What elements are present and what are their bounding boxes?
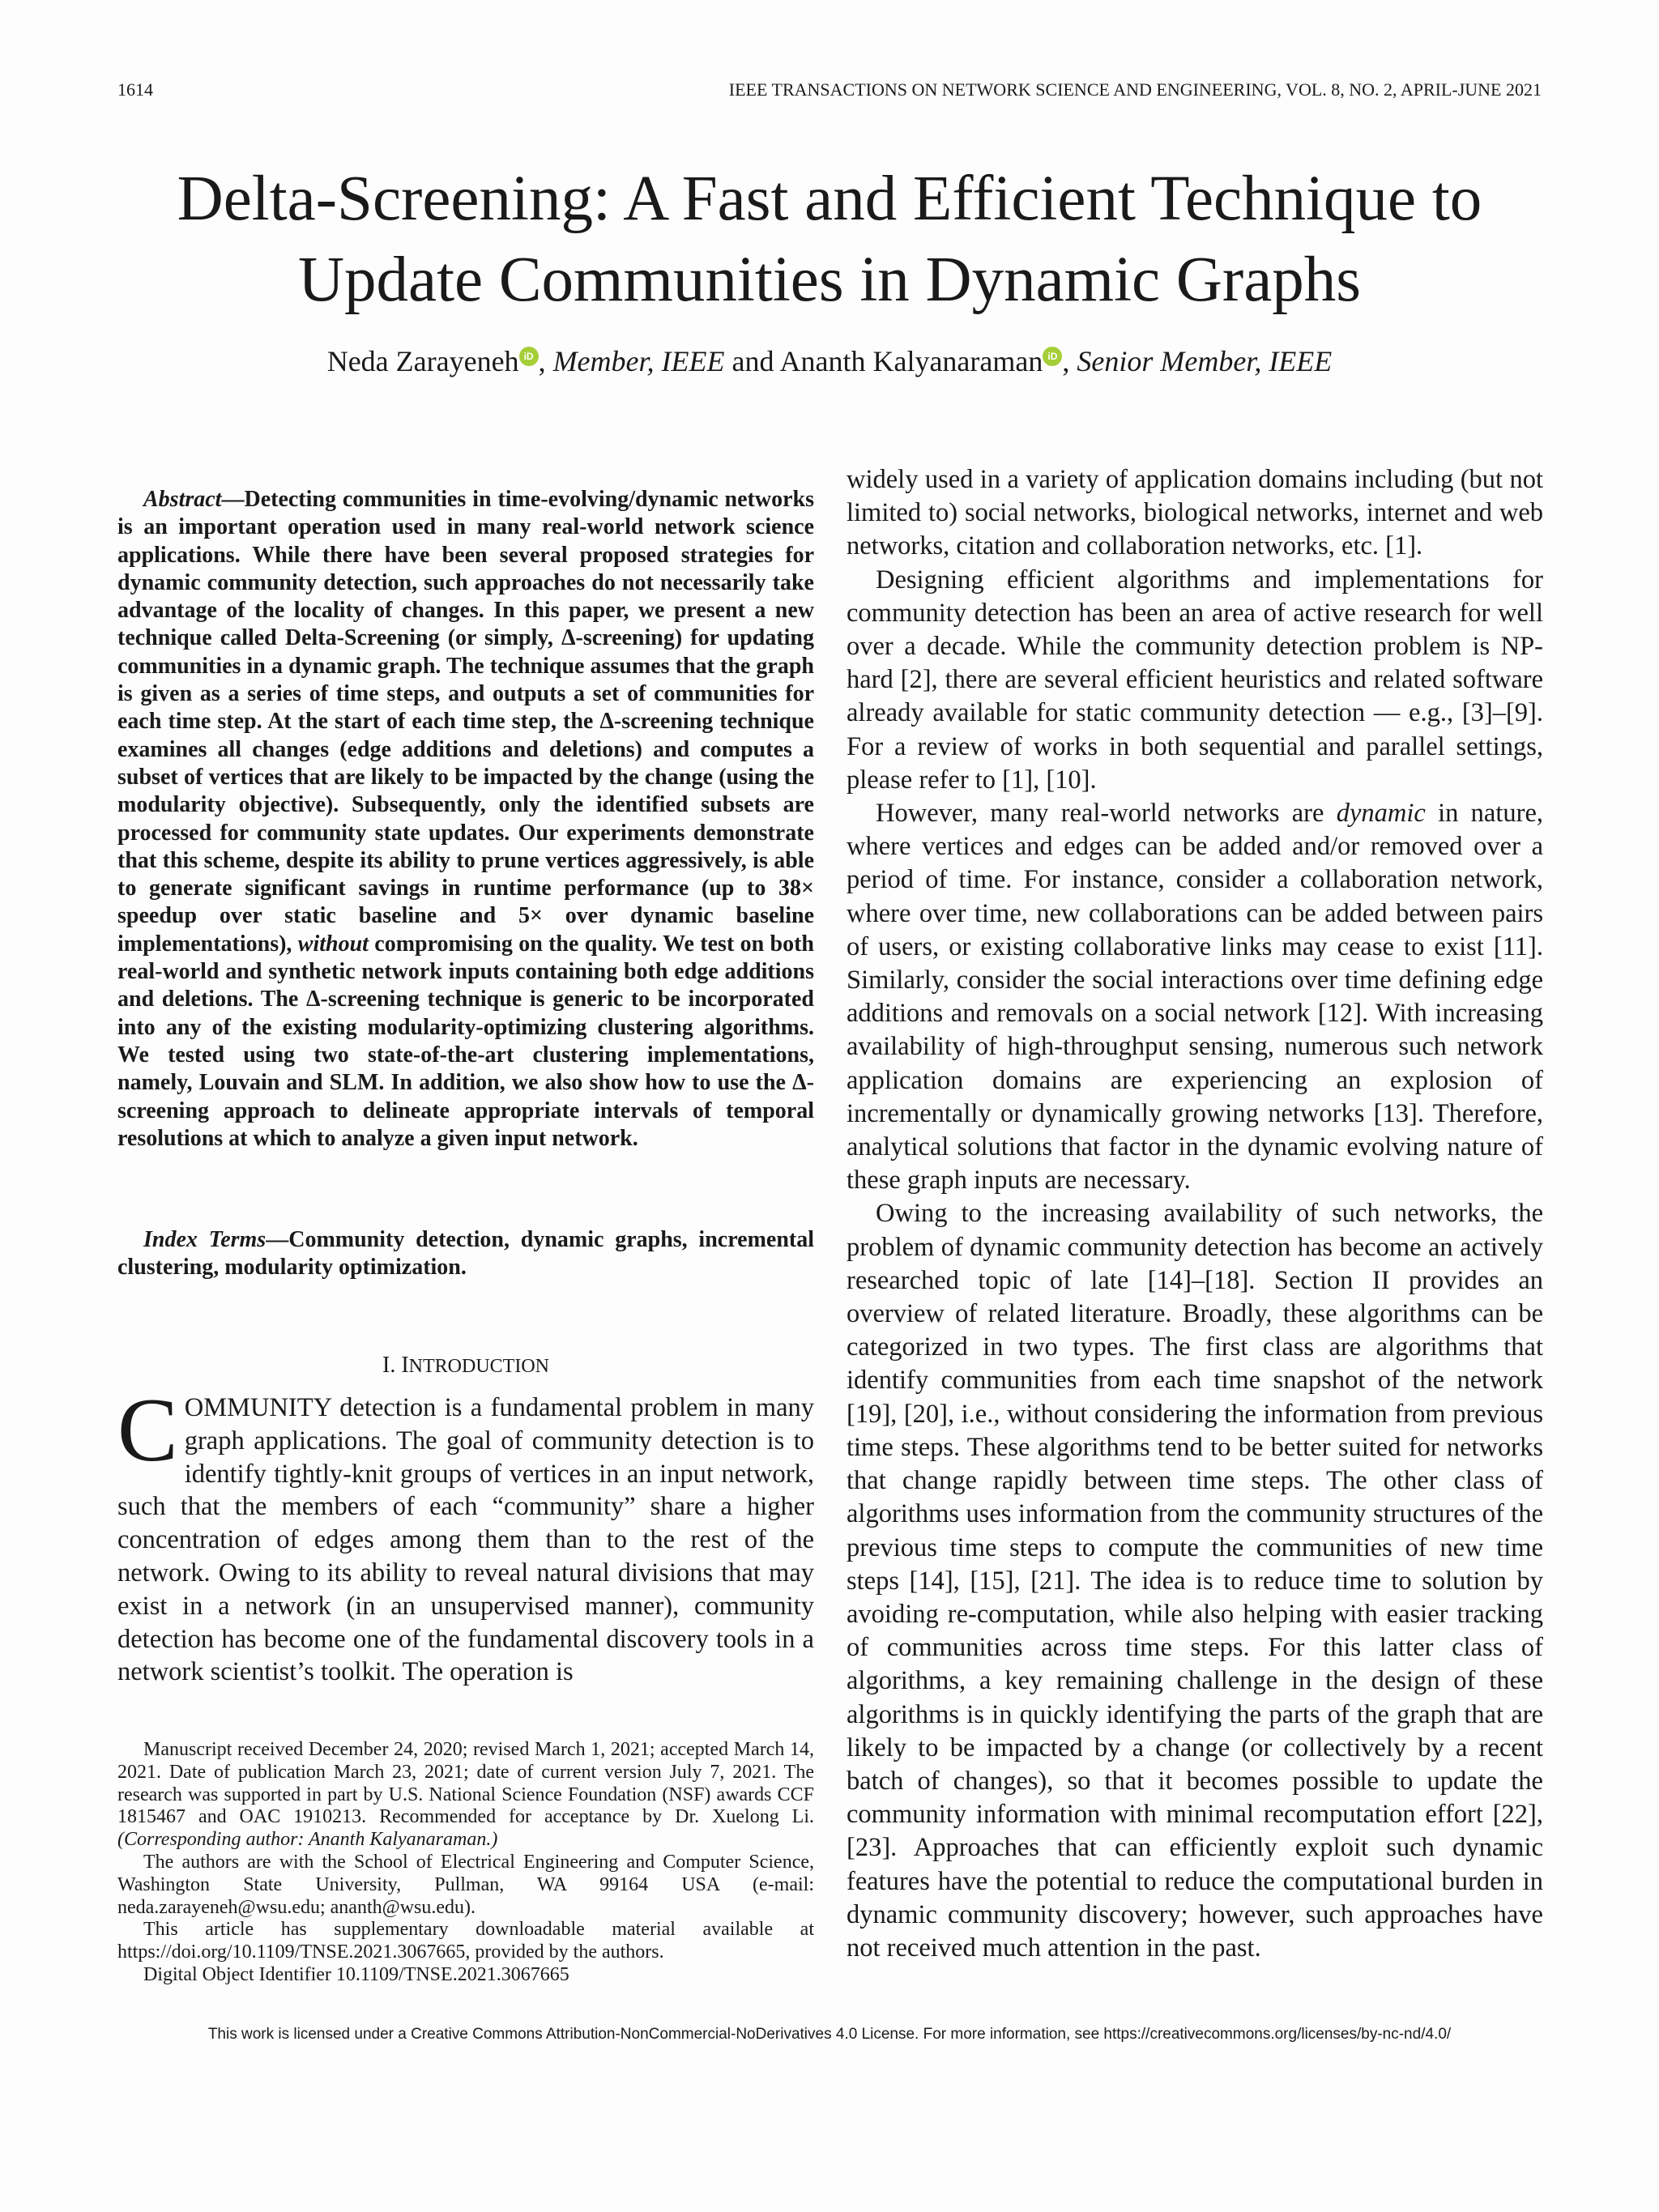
section-heading <box>117 1353 814 1379</box>
footnotes <box>117 1739 814 1987</box>
paper-title <box>81 159 1578 321</box>
right-paragraph-1: widely used in a variety of application domains including (but not limited to) social networks, biological networks, internet and web networks, citation and collaboration networks, etc. [1]. <box>847 465 1543 561</box>
intro-text: detection is a fundamental problem in many graph applications. The goal of community detection is to identify tightly-knit groups of vertices in an input network, such that the members of each “community” share a higher concentration of edges among them than to the rest of the network. Owing to its ability to reveal natural divisions that may exist in a network (in an unsupervised manner), community detection has become one of the fundamental discovery tools in a network scientist’s toolkit. The operation is <box>117 1393 814 1687</box>
footnote-affiliation: The authors are with the School of Electrical Engineering and Computer Science, Washington State University, Pullman, WA 99164 USA (e-mail: neda.zarayeneh@wsu.edu; ananth@wsu.edu). <box>117 1851 814 1918</box>
footnote-doi: Digital Object Identifier 10.1109/TNSE.2021.3067665 <box>143 1963 569 1985</box>
journal-header: IEEE TRANSACTIONS ON NETWORK SCIENCE AND ENGINEERING, VOL. 8, NO. 2, APRIL-JUNE 2021 <box>728 79 1542 100</box>
footnote-manuscript <box>117 1739 814 1852</box>
author-1-name: Neda Zarayeneh <box>326 345 519 377</box>
section-number: I. <box>382 1353 396 1378</box>
right-p3-end: in nature, where vertices and edges can be added and/or removed over a period of time. For instance, consider a collaboration network, where over time, new collaborations can be added between pairs of users, or existing collaborative links may cease to exist [11]. Similarly, consider the social interactions over time defining edge additions and removals on a social network [12]. With increasing availability of high-throughput sensing, numerous such network application domains are experiencing an explosion of incrementally or dynamically growing networks [13]. Therefore, analytical solutions that factor in the dynamic evolving nature of these graph inputs are necessary. <box>847 799 1543 1196</box>
abstract-body-end: compromising on the quality. We test on both real-world and synthetic network inputs containing both edge additions and deletions. The Δ-screening technique is generic to be incorporated into any of the existing modularity-optimizing clustering algorithms. We tested using two state-of-the-art clustering implementations, namely, Louvain and SLM. In addition, we also show how to use the Δ-screening approach to delineate appropriate intervals of temporal resolutions at which to analyze a given input network. <box>117 931 814 1151</box>
right-paragraph-4: Owing to the increasing availability of such networks, the problem of dynamic community detection has become an actively researched topic of late [14]–[18]. Section II provides an overview of related literature. Broadly, these algorithms can be categorized in two types. The first class are algorithms that identify communities from each time snapshot of the network [19], [20], i.e., without considering the information from previous time steps. These algorithms tend to be better suited for networks that change rapidly between time steps. The other class of algorithms uses information from the community structures of the previous time steps to compute the communities of new time steps [14], [15], [21]. The idea is to reduce time to solution by avoiding re-computation, while also helping with easier tracking of communities across time steps. For this latter class of algorithms, a key remaining challenge in the design of these algorithms is in quickly identifying the parts of the graph that are likely to be impacted by a change (or collectively by a recent batch of changes), so that it becomes possible to update the community information with minimal recomputation effort [22], [23]. Approaches that can efficiently exploit such dynamic features have the potential to reduce the computational burden in dynamic community discovery; however, such approaches have not received much attention in the past. <box>847 1199 1543 1963</box>
footnote-manuscript-text: Manuscript received December 24, 2020; revised March 1, 2021; accepted March 14, 2021. Date of publication March 23, 2021; date of current version July 7, 2021. The research was supported in part by U.S. National Science Foundation (NSF) awards CCF 1815467 and OAC 1910213. Recommended for acceptance by Dr. Xuelong Li. <box>117 1739 814 1828</box>
right-paragraph-3 <box>847 797 1543 1197</box>
author-1-role: Member, IEEE <box>552 345 725 377</box>
author-list: Neda Zarayeneh iD , Member, IEEE and Ananth Kalyanaraman iD , Senior Member, IEEE <box>326 345 1333 377</box>
license-notice: This work is licensed under a Creative Commons Attribution-NonCommercial-NoDerivatives 4.0 License. For more information, see https://creativecommons.org/licenses/by-nc-nd/4.0/ <box>207 2026 1452 2043</box>
orcid-icon[interactable]: iD <box>1043 347 1062 366</box>
orcid-icon[interactable]: iD <box>519 347 539 366</box>
intro-lead: OMMUNITY <box>184 1393 331 1422</box>
footnote-corresponding: (Corresponding author: Ananth Kalyanaraman.) <box>117 1829 498 1851</box>
title-line-1: Delta-Screening: A Fast and Efficient Technique to <box>177 164 1482 234</box>
introduction-paragraph <box>117 1380 814 1689</box>
right-p3-start: However, many real-world networks are <box>876 799 1337 829</box>
abstract-italic: without <box>297 931 369 957</box>
page-number: 1614 <box>117 79 153 100</box>
right-column <box>847 463 1543 1965</box>
author-2-name: Ananth Kalyanaraman <box>779 345 1043 377</box>
title-line-2: Update Communities in Dynamic Graphs <box>297 245 1362 315</box>
right-paragraph-2: Designing efficient algorithms and implementations for community detection has been an area of active research for well over a decade. While the community detection problem is NP-hard [2], there are several efficient heuristics and related software already available for static community detection — e.g., [3]–[9]. For a review of works in both sequential and parallel settings, please refer to [1], [10]. <box>847 565 1543 795</box>
index-terms-label: Index Terms <box>143 1227 267 1252</box>
abstract <box>117 463 814 1175</box>
author-conjunction: and <box>731 345 774 377</box>
section-title-first: I <box>401 1353 409 1378</box>
abstract-body: —Detecting communities in time-evolving/dynamic networks is an important operation used in many real-world network science applications. While there have been several proposed strategies for dynamic community detection, such approaches do not necessarily take advantage of the locality of changes. In this paper, we present a new technique called Delta-Screening (or simply, Δ-screening) for updating communities in a dynamic graph. The technique assumes that the graph is given as a series of time steps, and outputs a set of communities for each time step. At the start of each time step, the Δ-screening technique examines all changes (edge additions and deletions) and computes a subset of vertices that are likely to be impacted by the change (using the modularity objective). Subsequently, only the identified subsets are processed for community state updates. Our experiments demonstrate that this scheme, despite its ability to prune vertices aggressively, is able to generate significant savings in runtime performance (up to 38× speedup over static baseline and 5× over dynamic baseline implementations), <box>117 487 814 957</box>
author-2-role: Senior Member, IEEE <box>1077 345 1333 377</box>
right-p3-italic: dynamic <box>1336 799 1426 829</box>
abstract-label: Abstract <box>143 487 222 512</box>
index-terms <box>117 1226 814 1282</box>
drop-cap: C <box>117 1380 178 1481</box>
index-terms-body: —Community detection, dynamic graphs, incremental clustering, modularity optimization. <box>117 1227 814 1281</box>
section-title-rest: NTRODUCTION <box>408 1356 549 1377</box>
footnote-supplementary: This article has supplementary downloadable material available at https://doi.org/10.1109/TNSE.2021.3067665, provided by the authors. <box>117 1919 814 1963</box>
